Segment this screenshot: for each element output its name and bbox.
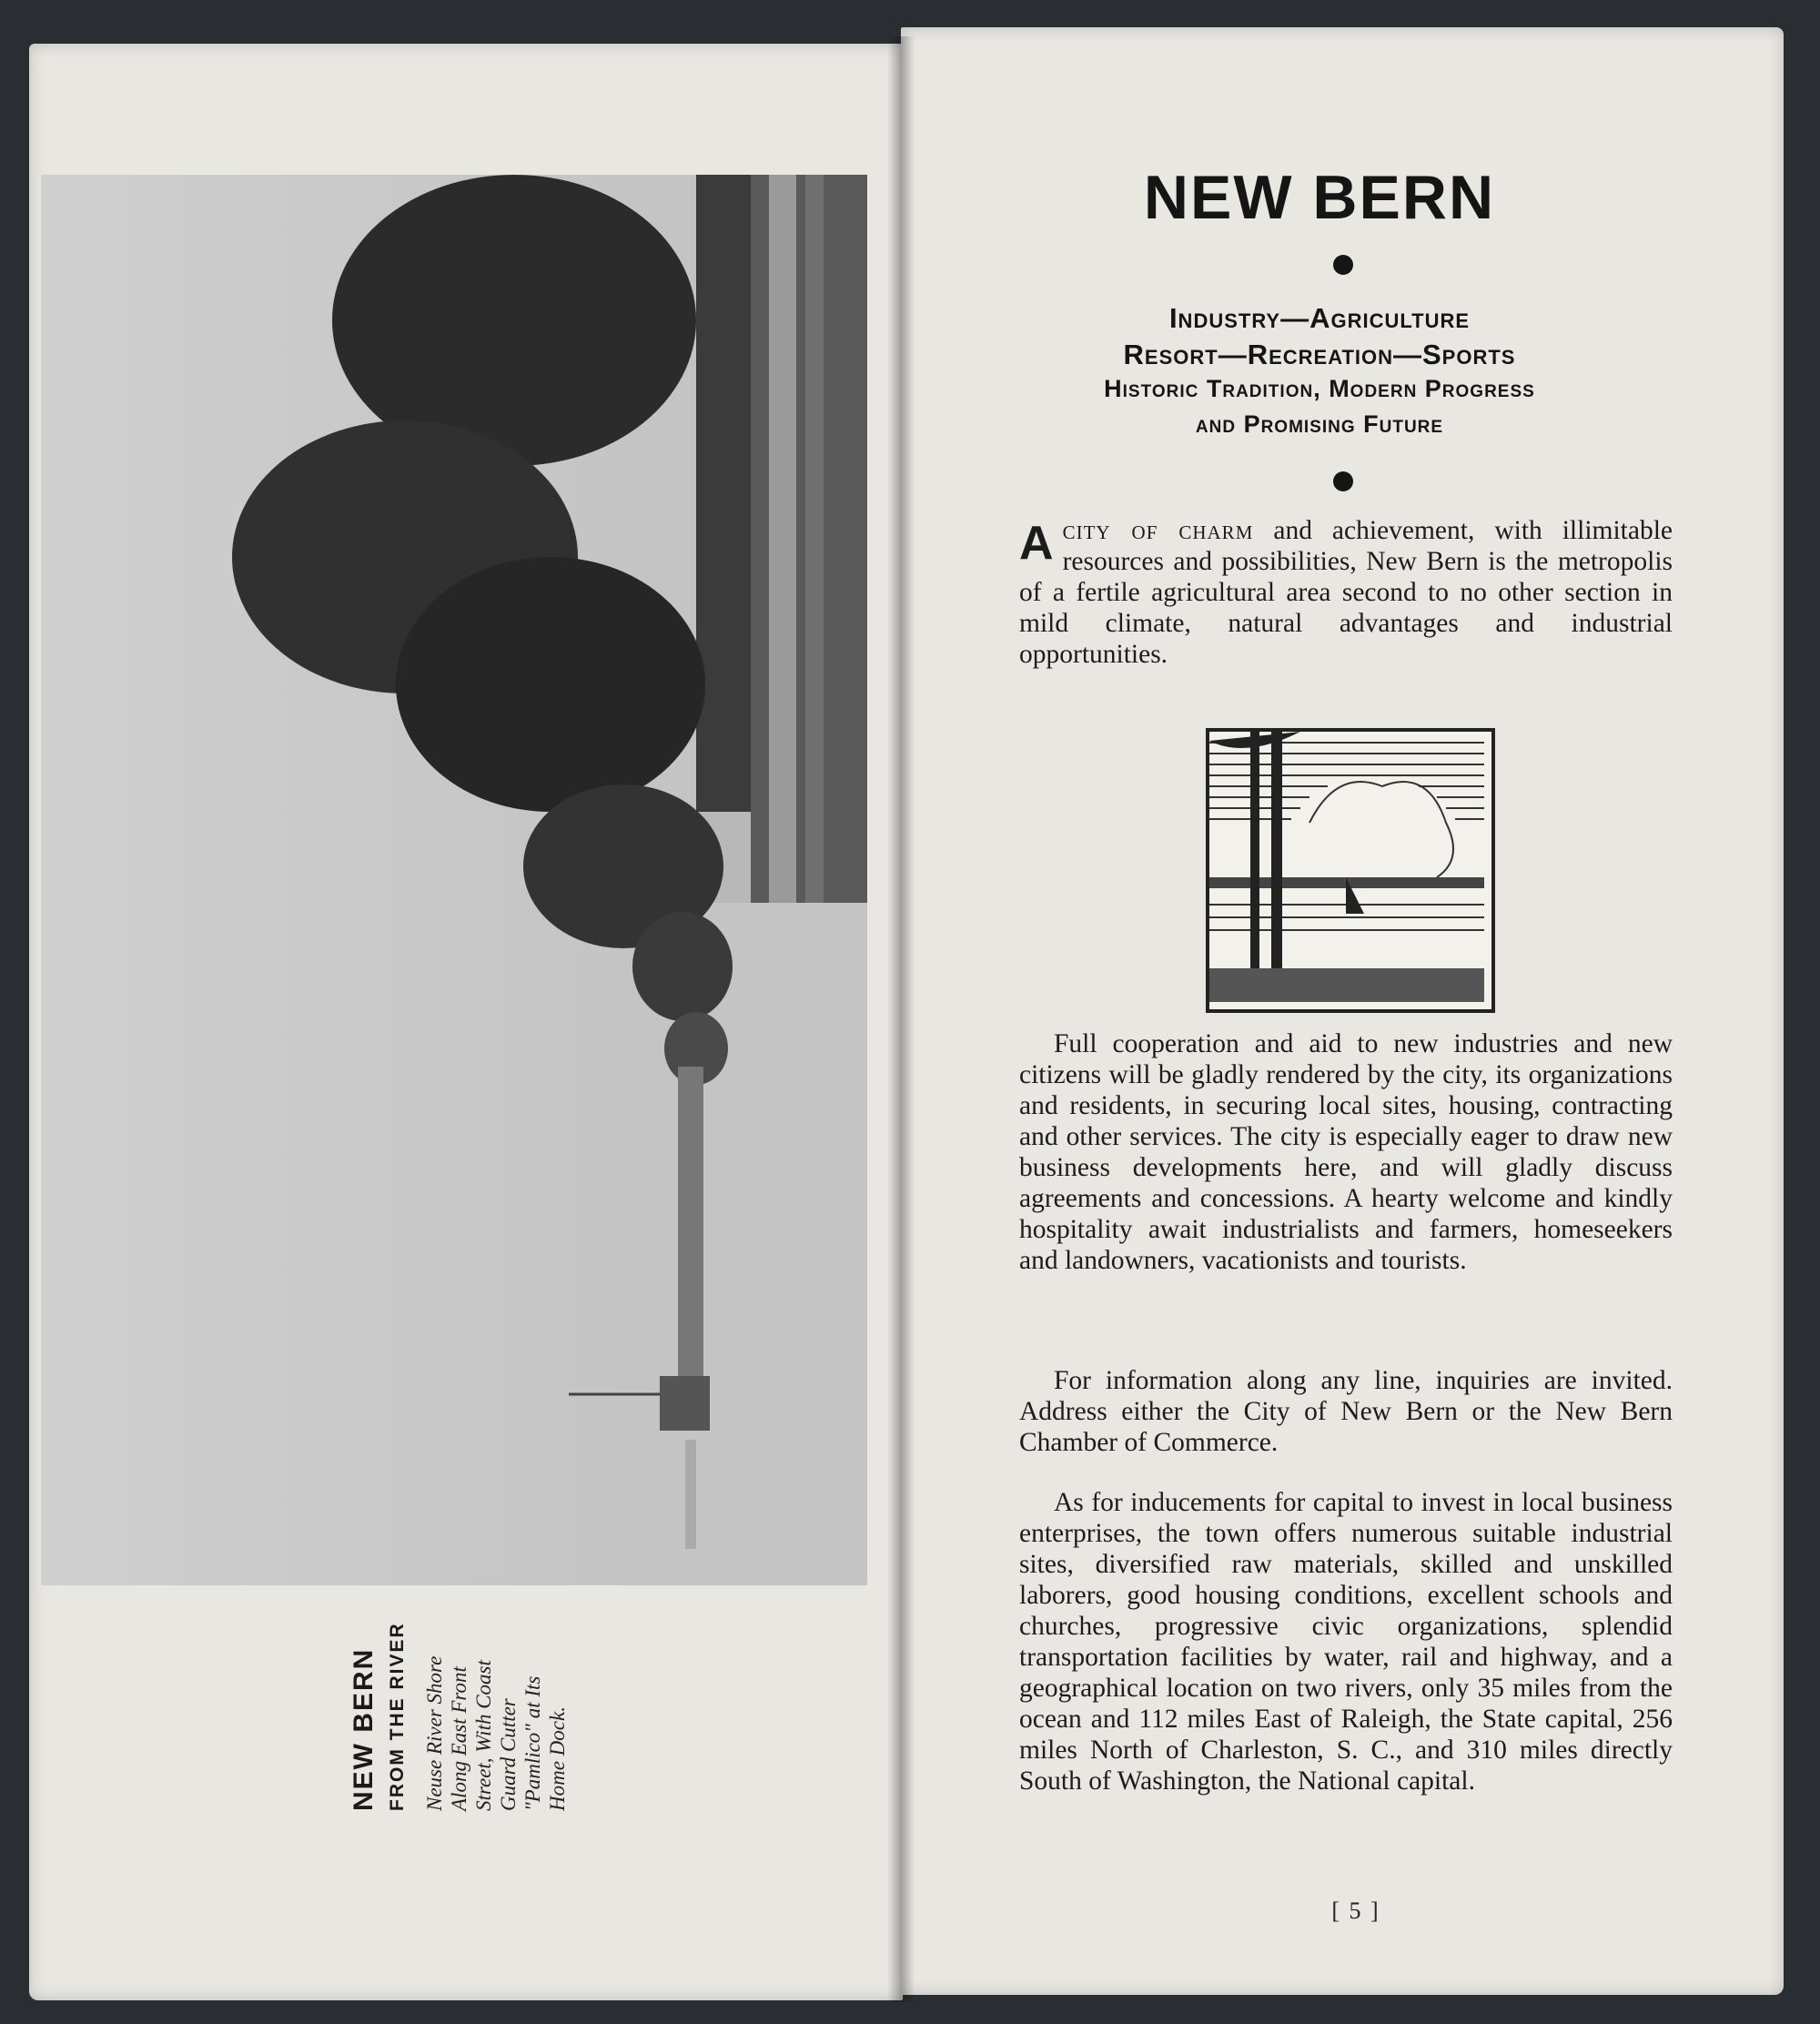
- drop-cap: A: [1019, 517, 1054, 570]
- caption-subtitle: FROM THE RIVER: [387, 1622, 408, 1811]
- intro-small-caps: city of charm: [1062, 516, 1254, 545]
- caption-line: Home Dock.: [546, 1706, 569, 1811]
- caption-line: Street, With Coast: [472, 1660, 495, 1811]
- subheading: Resort—Recreation—Sports: [1123, 339, 1516, 370]
- page-number: [ 5 ]: [1331, 1898, 1380, 1924]
- subheading: Industry—Agriculture: [1168, 302, 1471, 334]
- caption-title: NEW BERN: [349, 1647, 379, 1811]
- caption-line: "Pamlico" at Its: [521, 1675, 544, 1811]
- bullet-dot: [1333, 255, 1353, 275]
- river-photo-illustration: [41, 175, 867, 1585]
- photo-caption: [346, 1565, 570, 1811]
- bullet-dot: [1333, 471, 1353, 491]
- page-title: NEW BERN: [1143, 163, 1496, 232]
- intro-paragraph: [1019, 515, 1673, 670]
- body-paragraph: As for inducements for capital to invest in local business enterprises, the town offers numerous suitable industrial sites, diversified raw materials, skilled and unskilled laborers, good housing conditions, excellent schools and churches, progressive civic organizations, splendid transportation facilities by water, rail and highway, and a geographical location on two rivers, only 35 miles from the ocean and 112 miles East of Raleigh, the State capital, 256 miles North of Charleston, S. C., and 310 miles directly South of Washington, the National capital.: [1019, 1488, 1673, 1796]
- caption-line: Neuse River Shore: [423, 1655, 446, 1811]
- body-paragraph: Full cooperation and aid to new industries and new citizens will be gladly rendered by the city, its organizations and residents, in securing local sites, housing, contracting and other services. The city is especially eager to draw new business developments here, and will gladly discuss agreements and concessions. A hearty welcome and kindly hospitality await industrialists and farmers, homeseekers and landowners, vacationists and tourists.: [1019, 1029, 1673, 1275]
- lake-engraving-illustration: [1206, 728, 1495, 1013]
- intro-text: and achievement, with illimitable resources and possibilities, New Bern is the metropolis of a fertile agricultural area second to no other section in mild climate, natural advantages and industrial opportunities.: [1019, 516, 1673, 669]
- body-paragraph: For information along any line, inquiries are invited. Address either the City of New Bern or the New Bern Chamber of Commerce.: [1019, 1366, 1673, 1457]
- caption-line: Guard Cutter: [497, 1698, 520, 1811]
- book-gutter: [887, 36, 915, 2002]
- subheading: Historic Tradition, Modern Progress: [1104, 375, 1535, 402]
- caption-line: Along East Front: [448, 1666, 470, 1811]
- river-photograph: [41, 175, 867, 1585]
- subheading: and Promising Future: [1195, 410, 1444, 438]
